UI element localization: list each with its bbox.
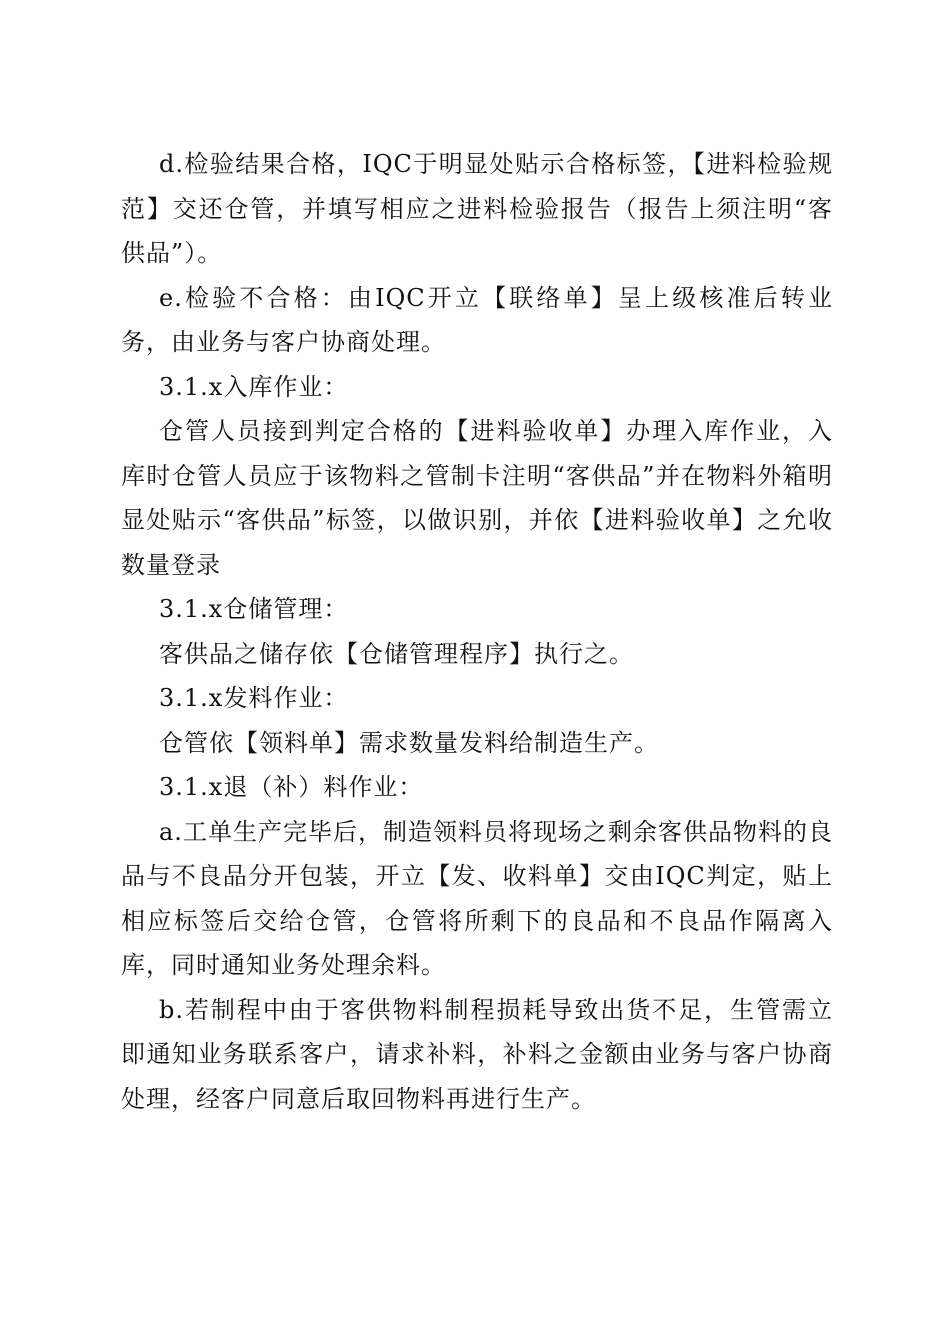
paragraph-warehousing: 仓管人员接到判定合格的【进料验收单】办理入库作业，入库时仓管人员应于该物料之管制卡注明“客供品”并在物料外箱明显处贴示“客供品”标签，以做识别，并依【进料验收单】之允收数量登录 xyxy=(121,417,833,579)
paragraph-return-a: a.工单生产完毕后，制造领料员将现场之剩余客供品物料的良品与不良品分开包装，开立【发、收料单】交由IQC判定，贴上相应标签后交给仓管，仓管将所剩下的良品和不良品作隔离入库，同时通知业务处理余料。 xyxy=(121,817,833,979)
paragraph-inspection-pass: d.检验结果合格，IQC于明显处贴示合格标签，【进料检验规范】交还仓管，并填写相应之进料检验报告（报告上须注明“客供品”）。 xyxy=(121,150,833,267)
paragraph-return-b: b.若制程中由于客供物料制程损耗导致出货不足，生管需立即通知业务联系客户，请求补料，补料之金额由业务与客户协商处理，经客户同意后取回物料再进行生产。 xyxy=(121,995,833,1113)
section-heading-issuing: 3.1.x发料作业： xyxy=(159,684,349,712)
section-heading-warehousing: 3.1.x入库作业： xyxy=(159,372,349,401)
paragraph-inspection-fail: e.检验不合格：由IQC开立【联络单】呈上级核准后转业务，由业务与客户协商处理。 xyxy=(121,283,833,356)
document-body xyxy=(121,142,833,1121)
section-heading-storage: 3.1.x仓储管理： xyxy=(159,595,349,623)
paragraph-issuing: 仓管依【领料单】需求数量发料给制造生产。 xyxy=(159,728,659,757)
section-heading-return: 3.1.x退（补）料作业： xyxy=(159,773,424,801)
paragraph-storage: 客供品之储存依【仓储管理程序】执行之。 xyxy=(159,639,634,668)
